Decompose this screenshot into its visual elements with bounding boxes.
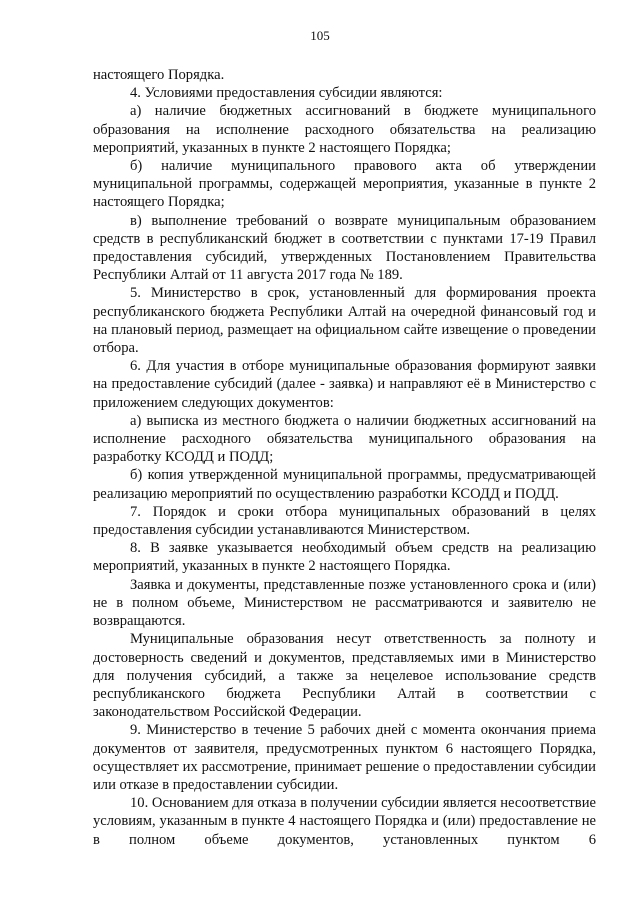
paragraph-clause-9: 9. Министерство в течение 5 рабочих дней с момента окончания приема документов от заявителя, предусмотренных пунктом 6 настоящего Порядка, осуществляет их рассмотрение, принимает решение о предоставлении субсидии или отказе в предоставлении субсидии.	[93, 722, 596, 793]
paragraph-clause-6a: а) выписка из местного бюджета о наличии бюджетных ассигнований на исполнение расходного обязательства муниципального образования на разработку КСОДД и ПОДД;	[93, 412, 596, 466]
paragraph-responsibility: Муниципальные образования несут ответственность за полноту и достоверность сведений и документов, представляемых ими в Министерство для получения субсидий, а также за нецелевое использование средств республиканского бюджета Республики Алтай в соответствии с законодательством Российской Федерации.	[93, 631, 596, 721]
paragraph-clause-6: 6. Для участия в отборе муниципальные образования формируют заявки на предоставление субсидий (далее - заявка) и направляют её в Министерство с приложением следующих документов:	[93, 358, 596, 411]
paragraph-clause-8: 8. В заявке указывается необходимый объем средств на реализацию мероприятий, указанных в пункте 2 настоящего Порядка.	[93, 540, 596, 575]
paragraph-clause-4a: а) наличие бюджетных ассигнований в бюджете муниципального образования на исполнение расходного обязательства на реализацию мероприятий, указанных в пункте 2 настоящего Порядка;	[93, 103, 596, 156]
paragraph-clause-7: 7. Порядок и сроки отбора муниципальных образований в целях предоставления субсидии устанавливаются Министерством.	[93, 503, 596, 539]
page-number: 105	[310, 28, 330, 43]
paragraph-continuation: настоящего Порядка.	[93, 67, 225, 83]
paragraph-clause-6b: б) копия утвержденной муниципальной программы, предусматривающей реализацию мероприятий по осуществлению разработки КСОДД и ПОДД.	[93, 467, 596, 502]
paragraph-clause-4: 4. Условиями предоставления субсидии являются:	[130, 85, 443, 102]
paragraph-clause-4b: б) наличие муниципального правового акта об утверждении муниципальной программы, содержащей мероприятия, указанные в пункте 2 настоящего Порядка;	[93, 158, 596, 211]
paragraph-clause-5: 5. Министерство в срок, установленный для формирования проекта республиканского бюджета Республики Алтай на очередной финансовый год и на плановый период, размещает на официальном сайте извещение о проведении отбора.	[93, 285, 596, 357]
paragraph-clause-10: 10. Основанием для отказа в получении субсидии является несоответствие условиям, указанным в пункте 4 настоящего Порядка и (или) предоставление не в полном объеме документов, установленных пунктом 6	[93, 795, 596, 848]
paragraph-application-rules: Заявка и документы, представленные позже установленного срока и (или) не в полном объеме, Министерством не рассматриваются и заявителю не возвращаются.	[93, 576, 596, 630]
document-body	[93, 66, 596, 849]
paragraph-clause-4v: в) выполнение требований о возврате муниципальным образованием средств в республиканский бюджет в соответствии с пунктами 17-19 Правил предоставления субсидий, утвержденных Постановлением Правительства Республики Алтай от 11 августа 2017 года № 189.	[93, 212, 596, 284]
